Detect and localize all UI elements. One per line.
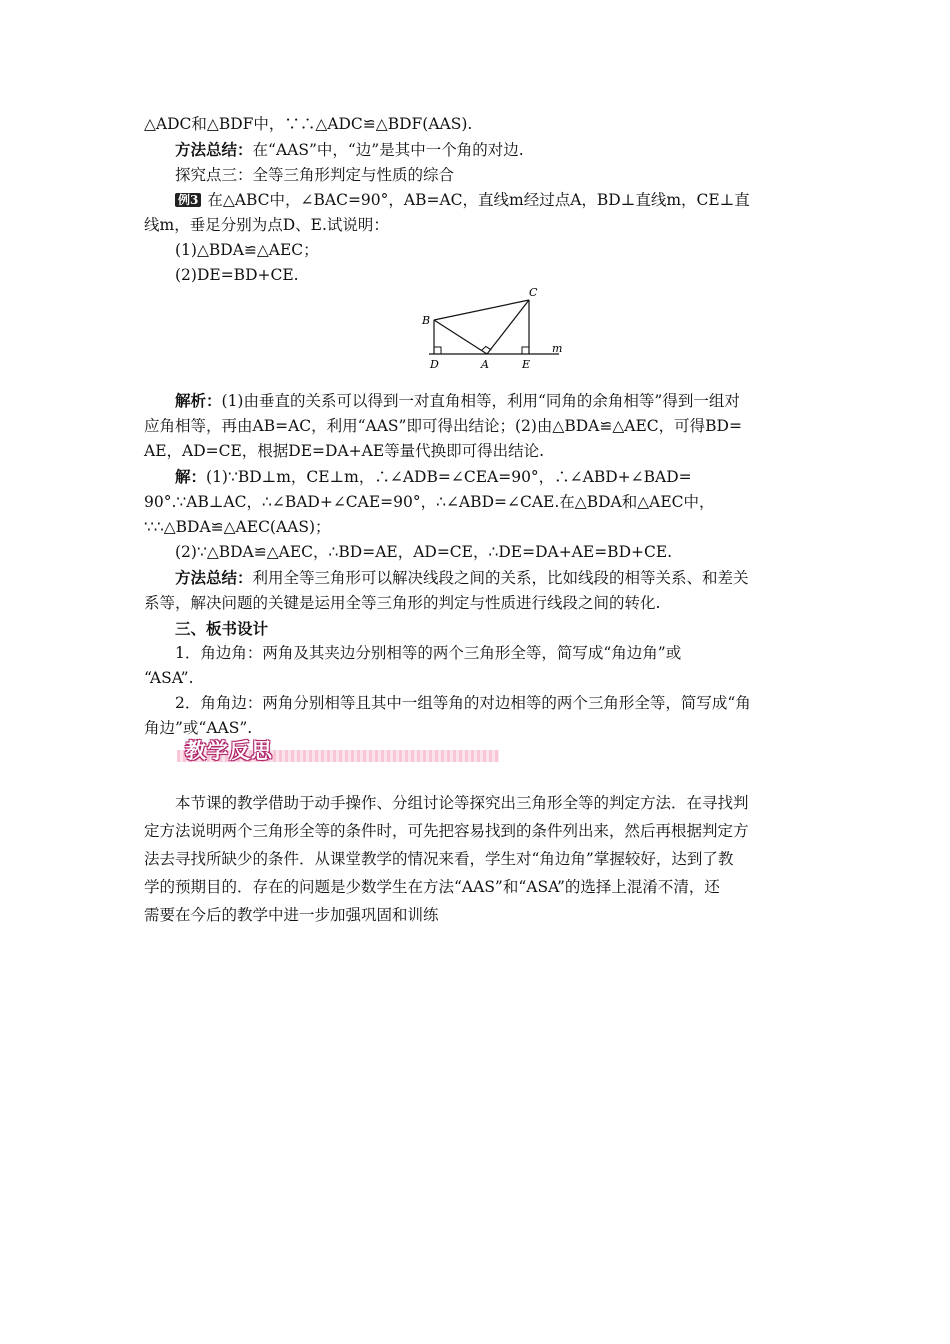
teaching-reflection-banner (177, 738, 499, 764)
label-B: B (422, 314, 431, 327)
method-summary-text: 在“AAS”中，“边”是其中一个角的对边. (252, 141, 524, 159)
question-part-2: (2)DE=BD+CE. (175, 266, 299, 284)
method-summary-label: 方法总结： (175, 568, 253, 587)
label-E: E (522, 358, 531, 371)
analysis-line (144, 388, 808, 414)
text-line: △ADC和△BDF中，∵∴△ADC≌△BDF(AAS). (144, 115, 473, 133)
solution-label: 解： (175, 467, 207, 486)
section-heading-explore-3: 探究点三：全等三角形判定与性质的综合 (175, 166, 455, 184)
text-line: ∵∴△BDA≌△AEC(AAS)； (144, 518, 331, 536)
reflection-line: 需要在今后的教学中进一步加强巩固和训练 (144, 906, 439, 924)
method-summary-line (144, 565, 808, 591)
analysis-text: (1)由垂直的关系可以得到一对直角相等，利用“同角的余角相等”得到一组对 (221, 392, 740, 410)
solution-text: (1)∵BD⊥m，CE⊥m，∴∠ADB=∠CEA=90°，∴∠ABD+∠BAD= (206, 468, 692, 486)
banner-title: 教学反思 (185, 738, 273, 763)
method-summary-line (144, 137, 808, 163)
analysis-label: 解析： (175, 391, 222, 410)
text-line: 2．角角边：两角分别相等且其中一组等角的对边相等的两个三角形全等，简写成“角 (175, 694, 751, 712)
method-summary-text: 利用全等三角形可以解决线段之间的关系，比如线段的相等关系、和差关 (252, 569, 749, 587)
text-line: 角边”或“AAS”. (144, 719, 253, 737)
reflection-line: 定方法说明两个三角形全等的条件时，可先把容易找到的条件列出来，然后再根据判定方 (144, 822, 749, 840)
right-angle-E (522, 347, 529, 354)
document-body (144, 112, 808, 741)
label-D: D (430, 358, 439, 371)
text-line: 90°.∵AB⊥AC，∴∠BAD+∠CAE=90°，∴∠ABD=∠CAE.在△BDA和△AEC中， (144, 493, 715, 511)
method-summary-label: 方法总结： (175, 140, 253, 159)
example-badge: 例3 (175, 193, 201, 207)
text-line: 应角相等，再由AB=AC，利用“AAS”即可得出结论；(2)由△BDA≌△AEC，可得BD= (144, 417, 742, 435)
segment-BC (434, 300, 529, 320)
reflection-paragraph (144, 789, 808, 929)
right-angle-D (434, 347, 441, 354)
text-line: 线m，垂足分别为点D、E.试说明： (144, 216, 389, 234)
text-line: AE，AD=CE，根据DE=DA+AE等量代换即可得出结论. (144, 442, 545, 460)
text-line: 系等，解决问题的关键是运用全等三角形的判定与性质进行线段之间的转化. (144, 594, 661, 612)
geometry-figure (417, 286, 567, 386)
reflection-line: 学的预期目的．存在的问题是少数学生在方法“AAS”和“ASA”的选择上混淆不清，还 (144, 878, 720, 896)
text-line: (2)∵△BDA≌△AEC，∴BD=AE，AD=CE，∴DE=DA+AE=BD+CE. (175, 543, 673, 561)
solution-line (144, 464, 808, 490)
label-A: A (481, 358, 489, 371)
question-part-1: (1)△BDA≌△AEC； (175, 241, 319, 259)
example-text: 在△ABC中，∠BAC=90°，AB=AC，直线m经过点A，BD⊥直线m，CE⊥直 (207, 191, 750, 209)
text-line: 1．角边角：两角及其夹边分别相等的两个三角形全等，简写成“角边角”或 (175, 644, 682, 662)
segment-BA (434, 320, 487, 354)
label-m: m (552, 342, 563, 355)
label-C: C (529, 286, 538, 299)
example-line (144, 188, 808, 213)
text-line: “ASA”. (144, 669, 194, 687)
section-heading-board-design: 三、板书设计 (175, 619, 269, 638)
reflection-line: 本节课的教学借助于动手操作、分组讨论等探究出三角形全等的判定方法．在寻找判 (175, 794, 749, 812)
reflection-line: 法去寻找所缺少的条件．从课堂教学的情况来看，学生对“角边角”掌握较好，达到了教 (144, 850, 734, 868)
